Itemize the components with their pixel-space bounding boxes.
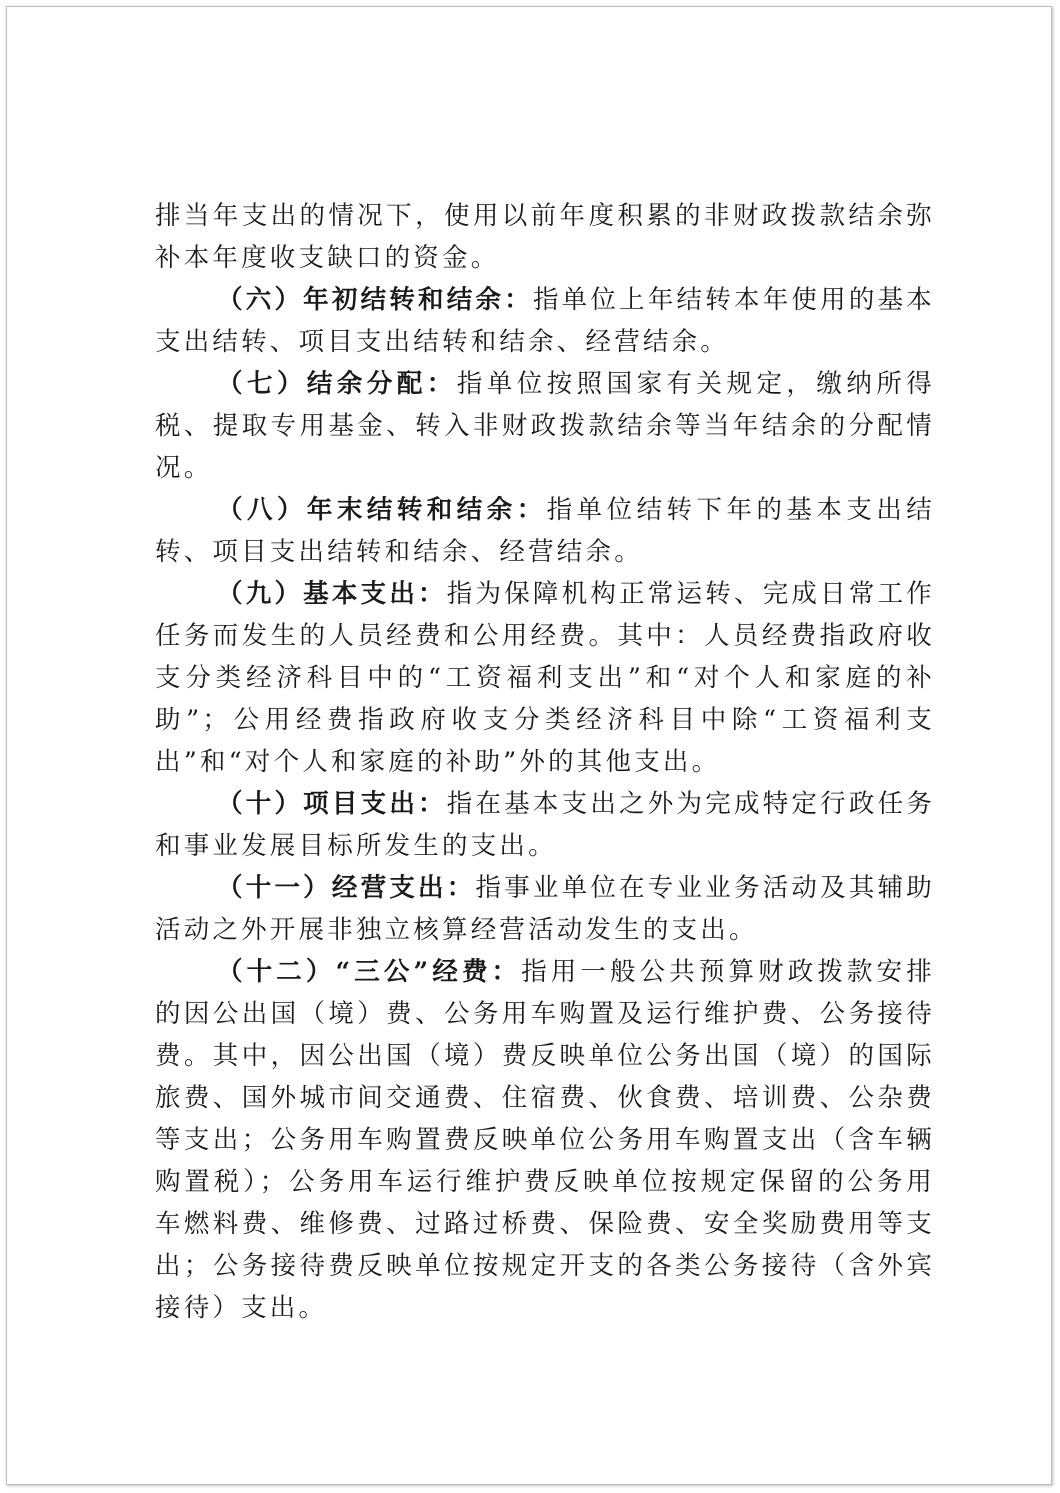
paragraph-text: 指单位按照国家有关规定，缴纳所得税、提取专用基金、转入非财政拨款结余等当年结余的分配情况。: [155, 369, 936, 483]
document-page: [6, 6, 1052, 1485]
paragraph-term: （十二）“三公”经费：: [217, 957, 522, 987]
paragraph-term: （九）基本支出：: [217, 579, 447, 609]
paragraph-text: 指事业单位在专业业务活动及其辅助活动之外开展非独立核算经营活动发生的支出。: [155, 873, 935, 945]
paragraph-text: 指为保障机构正常运转、完成日常工作任务而发生的人员经费和公用经费。其中：人员经费指政府收支分类经济科目中的“工资福利支出”和“对个人和家庭的补助”；公用经费指政府收支分类经济科目中除“工资福利支出”和“对个人和家庭的补助”外的其他支出。: [155, 579, 935, 777]
paragraph-text: 指用一般公共预算财政拨款安排的因公出国（境）费、公务用车购置及运行维护费、公务接待费。其中，因公出国（境）费反映单位公务出国（境）的国际旅费、国外城市间交通费、住宿费、伙食费、培训费、公杂费等支出；公务用车购置费反映单位公务用车购置支出（含车辆购置税）；公务用车运行维护费反映单位按规定保留的公务用车燃料费、维修费、过路过桥费、保险费、安全奖励费用等支出；公务接待费反映单位按规定开支的各类公务接待（含外宾接待）支出。: [155, 957, 935, 1323]
paragraph-term: （十）项目支出：: [217, 789, 447, 819]
paragraph-term: （十一）经营支出：: [217, 873, 476, 903]
paragraph-text: 排当年支出的情况下，使用以前年度积累的非财政拨款结余弥补本年度收支缺口的资金。: [155, 201, 935, 273]
paragraph-text: 指在基本支出之外为完成特定行政任务和事业发展目标所发生的支出。: [155, 789, 935, 861]
paragraph-term: （八）年末结转和结余：: [217, 495, 547, 525]
paragraph-text: 指单位上年结转本年使用的基本支出结转、项目支出结转和结余、经营结余。: [155, 285, 936, 357]
paragraph-surplus-distribution: [155, 363, 935, 489]
paragraph-year-start-carryover: [155, 279, 935, 363]
paragraph-project-expenditure: [155, 783, 935, 867]
document-body: [155, 195, 935, 1329]
paragraph-operating-expenditure: [155, 867, 935, 951]
paragraph-basic-expenditure: [155, 573, 935, 783]
paragraph-year-end-carryover: [155, 489, 935, 573]
paragraph-text: 指单位结转下年的基本支出结转、项目支出结转和结余、经营结余。: [155, 495, 936, 567]
paragraph-term: （六）年初结转和结余：: [217, 285, 533, 315]
paragraph-term: （七）结余分配：: [217, 369, 457, 399]
paragraph-continuation: [155, 195, 935, 279]
paragraph-three-public-funds: [155, 951, 935, 1329]
